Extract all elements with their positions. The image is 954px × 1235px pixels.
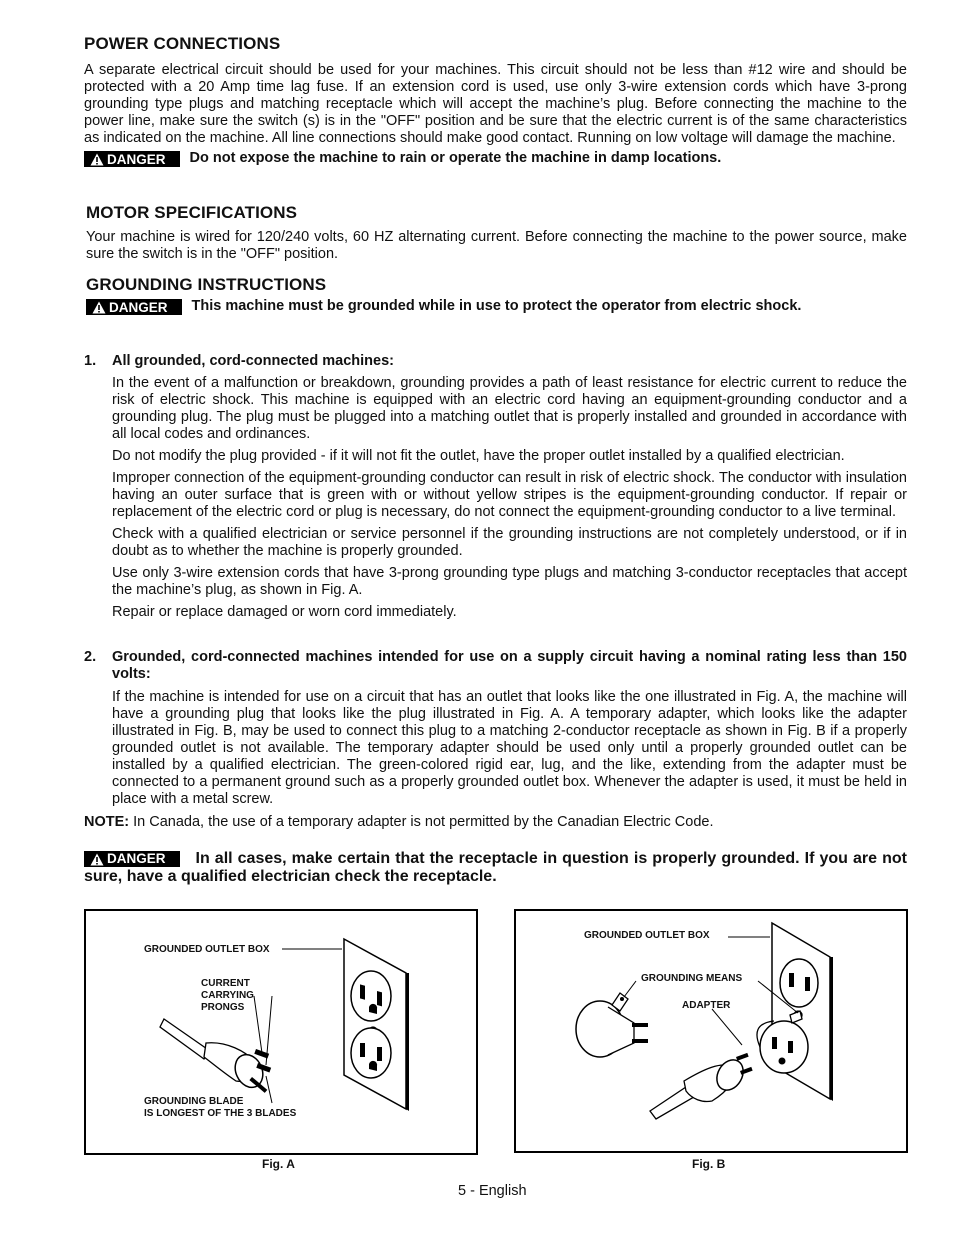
adapter-in-outlet [757, 1011, 808, 1073]
label-line: PRONGS [201, 1002, 245, 1013]
power-danger-notice [84, 150, 907, 167]
grounding-danger-notice [86, 298, 907, 315]
label-line: GROUNDING BLADE [144, 1096, 244, 1107]
warning-triangle-icon [90, 153, 104, 166]
list-number: 1. [84, 353, 97, 369]
grounding-item-2 [84, 649, 907, 831]
danger-label: DANGER [107, 851, 166, 866]
outlet-plate [772, 923, 833, 1101]
label-line: IS LONGEST OF THE 3 BLADES [144, 1108, 297, 1119]
plug-cord [160, 1019, 271, 1093]
motor-specifications-heading: MOTOR SPECIFICATIONS [86, 203, 298, 222]
danger-text: This machine must be grounded while in use to protect the operator from electric shock. [191, 298, 802, 314]
grounding-instructions-heading: GROUNDING INSTRUCTIONS [86, 275, 327, 294]
figure-b-illustration [516, 911, 906, 1151]
motor-specifications-body: Your machine is wired for 120/240 volts, 60 HZ alternating current. Before connecting the machine to the power source, make sure the switch is in the "OFF" position. [86, 229, 907, 262]
current-carrying-label [201, 978, 254, 1014]
adapter-label: ADAPTER [682, 1000, 731, 1011]
warning-triangle-icon [92, 301, 106, 314]
paragraph: Repair or replace damaged or worn cord immediately. [112, 604, 457, 620]
grounding-blade-label [144, 1096, 296, 1120]
figure-a-caption: Fig. A [262, 1157, 295, 1171]
paragraph: Check with a qualified electrician or service personnel if the grounding instructions are not completely understood, or if in doubt as to whether the machine is properly grounded. [112, 526, 907, 559]
list-item-heading [84, 649, 907, 683]
grounded-outlet-box-label: GROUNDED OUTLET BOX [144, 944, 270, 955]
danger-label: DANGER [107, 151, 166, 167]
list-item-title: Grounded, cord-connected machines intended for use on a supply circuit having a nominal rating less than 150 volts: [112, 649, 907, 682]
danger-label: DANGER [109, 299, 168, 315]
power-connections-heading: POWER CONNECTIONS [84, 34, 281, 53]
paragraph: Do not modify the plug provided - if it will not fit the outlet, have the proper outlet installed by a qualified electrician. [112, 448, 845, 464]
paragraph: In the event of a malfunction or breakdown, grounding provides a path of least resistance for electric current to reduce the risk of electric shock. This machine is equipped with an electric cord having an equipment-grounding conductor and a grounding plug. The plug must be plugged into a matching outlet that is properly installed and grounded in accordance with all local codes and ordinances. [112, 375, 907, 442]
loose-adapter [576, 993, 648, 1057]
final-danger-notice [84, 850, 907, 886]
danger-text: In all cases, make certain that the receptacle in question is properly grounded. If you are not sure, have a qualified electrician check the receptacle. [84, 850, 907, 885]
grounding-item-1 [84, 353, 907, 621]
warning-triangle-icon [90, 853, 104, 866]
motor-specifications-section [86, 203, 907, 263]
grounded-outlet-box-label: GROUNDED OUTLET BOX [584, 930, 710, 941]
page-footer: 5 - English [458, 1183, 527, 1199]
paragraph: If the machine is intended for use on a circuit that has an outlet that looks like the one illustrated in Fig. A, the machine will have a grounding plug that looks like the plug illustrated in Fig. A. A temporary adapter, which looks like the adapter illustrated in Fig. B, may be used to connect this plug to a matching 2-conductor receptacle as shown in Fig. B if a properly grounded outlet is not available. The temporary adapter should be used only until a properly grounded outlet can be installed by a qualified electrician. The green-colored rigid ear, lug, and the like, extending from the adapter must be connected to a permanent ground such as a properly grounded outlet box. Whenever the adapter is used, it must be held in place with a metal screw. [112, 689, 907, 807]
list-item-heading [84, 353, 907, 370]
outlet-plate [344, 939, 409, 1111]
power-connections-body: A separate electrical circuit should be used for your machines. This circuit should not be less than #12 wire and should be protected with a 20 Amp time lag fuse. If an extension cord is used, use only 3-wire extension cords which have 3-prong grounding type plugs and matching receptacle which will accept the machine’s plug. Before connecting the machine to the power line, make sure the switch (s) is in the "OFF" position and be sure that the electric current is of the same characteristics as indicated on the machine. All line connections should make good contact. Running on low voltage will damage the machine. [84, 62, 907, 146]
power-connections-section [84, 34, 907, 167]
figure-b-caption: Fig. B [692, 1157, 726, 1171]
note [84, 814, 907, 831]
grounding-instructions-section [86, 275, 907, 315]
danger-text: Do not expose the machine to rain or operate the machine in damp locations. [189, 150, 722, 166]
danger-badge [84, 151, 180, 167]
figure-b [514, 909, 908, 1153]
list-number: 2. [84, 649, 97, 665]
grounding-means-label: GROUNDING MEANS [641, 973, 743, 984]
label-line: CURRENT [201, 978, 250, 989]
list-item-title: All grounded, cord-connected machines: [112, 353, 394, 369]
note-text: In Canada, the use of a temporary adapter is not permitted by the Canadian Electric Code. [129, 814, 714, 830]
danger-badge [84, 851, 180, 867]
danger-badge [86, 299, 182, 315]
figure-a [84, 909, 478, 1155]
paragraph: Use only 3-wire extension cords that have 3-prong grounding type plugs and matching 3-conductor receptacles that accept the machine’s plug, as shown in Fig. A. [112, 565, 907, 598]
note-label: NOTE: [84, 814, 130, 830]
label-line: CARRYING [201, 990, 254, 1001]
plug-cord [650, 1053, 753, 1119]
paragraph: Improper connection of the equipment-grounding conductor can result in risk of electric shock. The conductor with insulation having an outer surface that is green with or without yellow stripes is the equipment-grounding conductor. If repair or replacement of the electric cord or plug is necessary, do not connect the equipment-grounding conductor to a live terminal. [112, 470, 907, 520]
